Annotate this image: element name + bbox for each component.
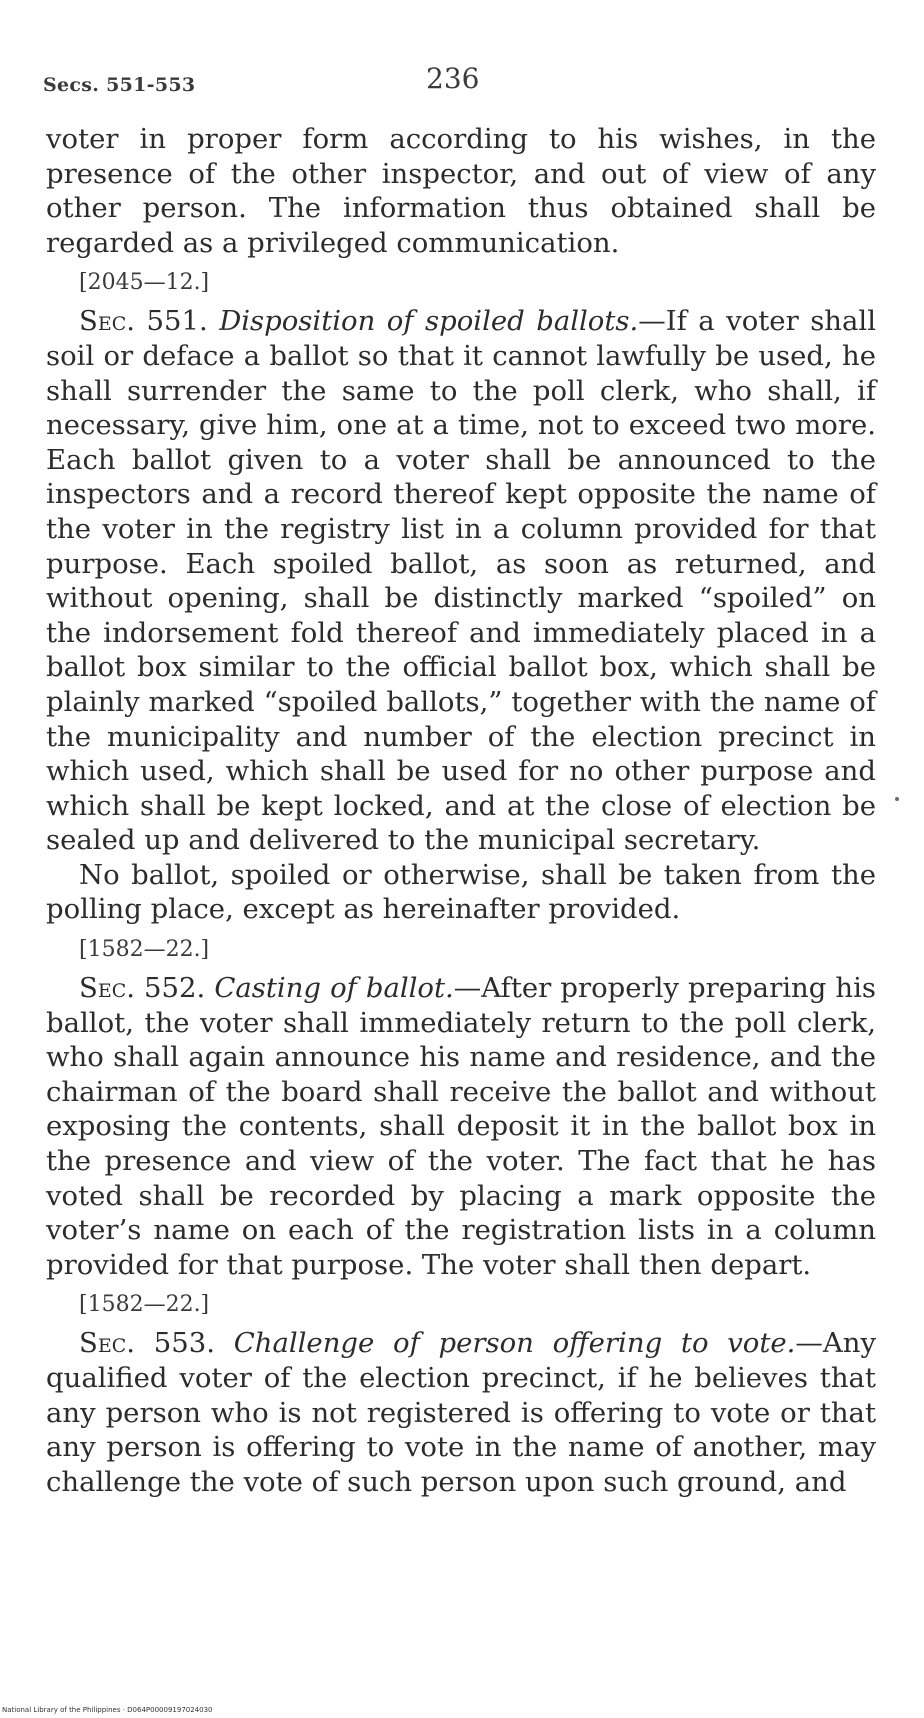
section-552	[46, 971, 876, 1282]
body-text	[46, 122, 876, 1499]
citation-2: [1582—22.]	[79, 937, 210, 963]
source-footer: National Library of the Philippines · D064P00009197024030	[2, 1706, 213, 1714]
section-551-body: —If a voter shall soil or deface a ballot so that it cannot lawfully be used, he shall surrender the same to the poll clerk, who shall, if necessary, give him, one at a time, not to exceed two more. Each ballot given to a voter shall be announced to the inspectors and a record thereof kept opposite the name of the voter in the registry list in a column provided for that purpose. Each spoiled ballot, as soon as returned, and without opening, shall be distinctly marked “spoiled” on the indorsement fold thereof and immediately placed in a ballot box similar to the official ballot box, which shall be plainly marked “spoiled ballots,” together with the name of the municipality and number of the election precinct in which used, which shall be used for no other purpose and which shall be kept locked, and at the close of election be sealed up and delivered to the municipal secretary.	[46, 305, 877, 857]
section-553-body: —Any qualified voter of the election precinct, if he believes that any person who is not registered is offering to vote or that any person is offering to vote in the name of another, may challenge the vote of such person upon such ground, and	[46, 1327, 876, 1498]
paragraph-continuation: voter in proper form according to his wishes, in the presence of the other inspector, and out of view of any other person. The information thus obtained shall be regarded as a privileged communication.	[46, 123, 876, 259]
paragraph-no-ballot: No ballot, spoiled or otherwise, shall be taken from the polling place, except as hereinafter provided.	[46, 858, 876, 926]
section-553-label: Sec. 553.	[79, 1327, 215, 1360]
margin-mark	[895, 797, 899, 801]
section-552-body: —After properly preparing his ballot, the voter shall immediately return to the poll clerk, who shall again announce his name and residence, and the chairman of the board shall receive the ballot and without exposing the contents, shall deposit it in the ballot box in the presence and view of the voter. The fact that he has voted shall be recorded by placing a mark opposite the voter’s name on each of the registration lists in a column provided for that purpose. The voter shall then depart.	[46, 972, 876, 1281]
citation-3: [1582—22.]	[79, 1292, 210, 1318]
citation-1: [2045—12.]	[79, 270, 210, 296]
section-552-label: Sec. 552.	[79, 972, 206, 1005]
section-551	[46, 304, 876, 858]
section-551-label: Sec. 551.	[79, 305, 208, 338]
section-552-title: Casting of ballot.	[214, 972, 454, 1005]
section-553-title: Challenge of person offering to vote.	[233, 1327, 796, 1360]
section-551-title: Disposition of spoiled ballots.	[219, 305, 639, 338]
section-range-header: Secs. 551-553	[43, 74, 196, 96]
section-553	[46, 1326, 876, 1499]
page-number: 236	[426, 62, 480, 95]
